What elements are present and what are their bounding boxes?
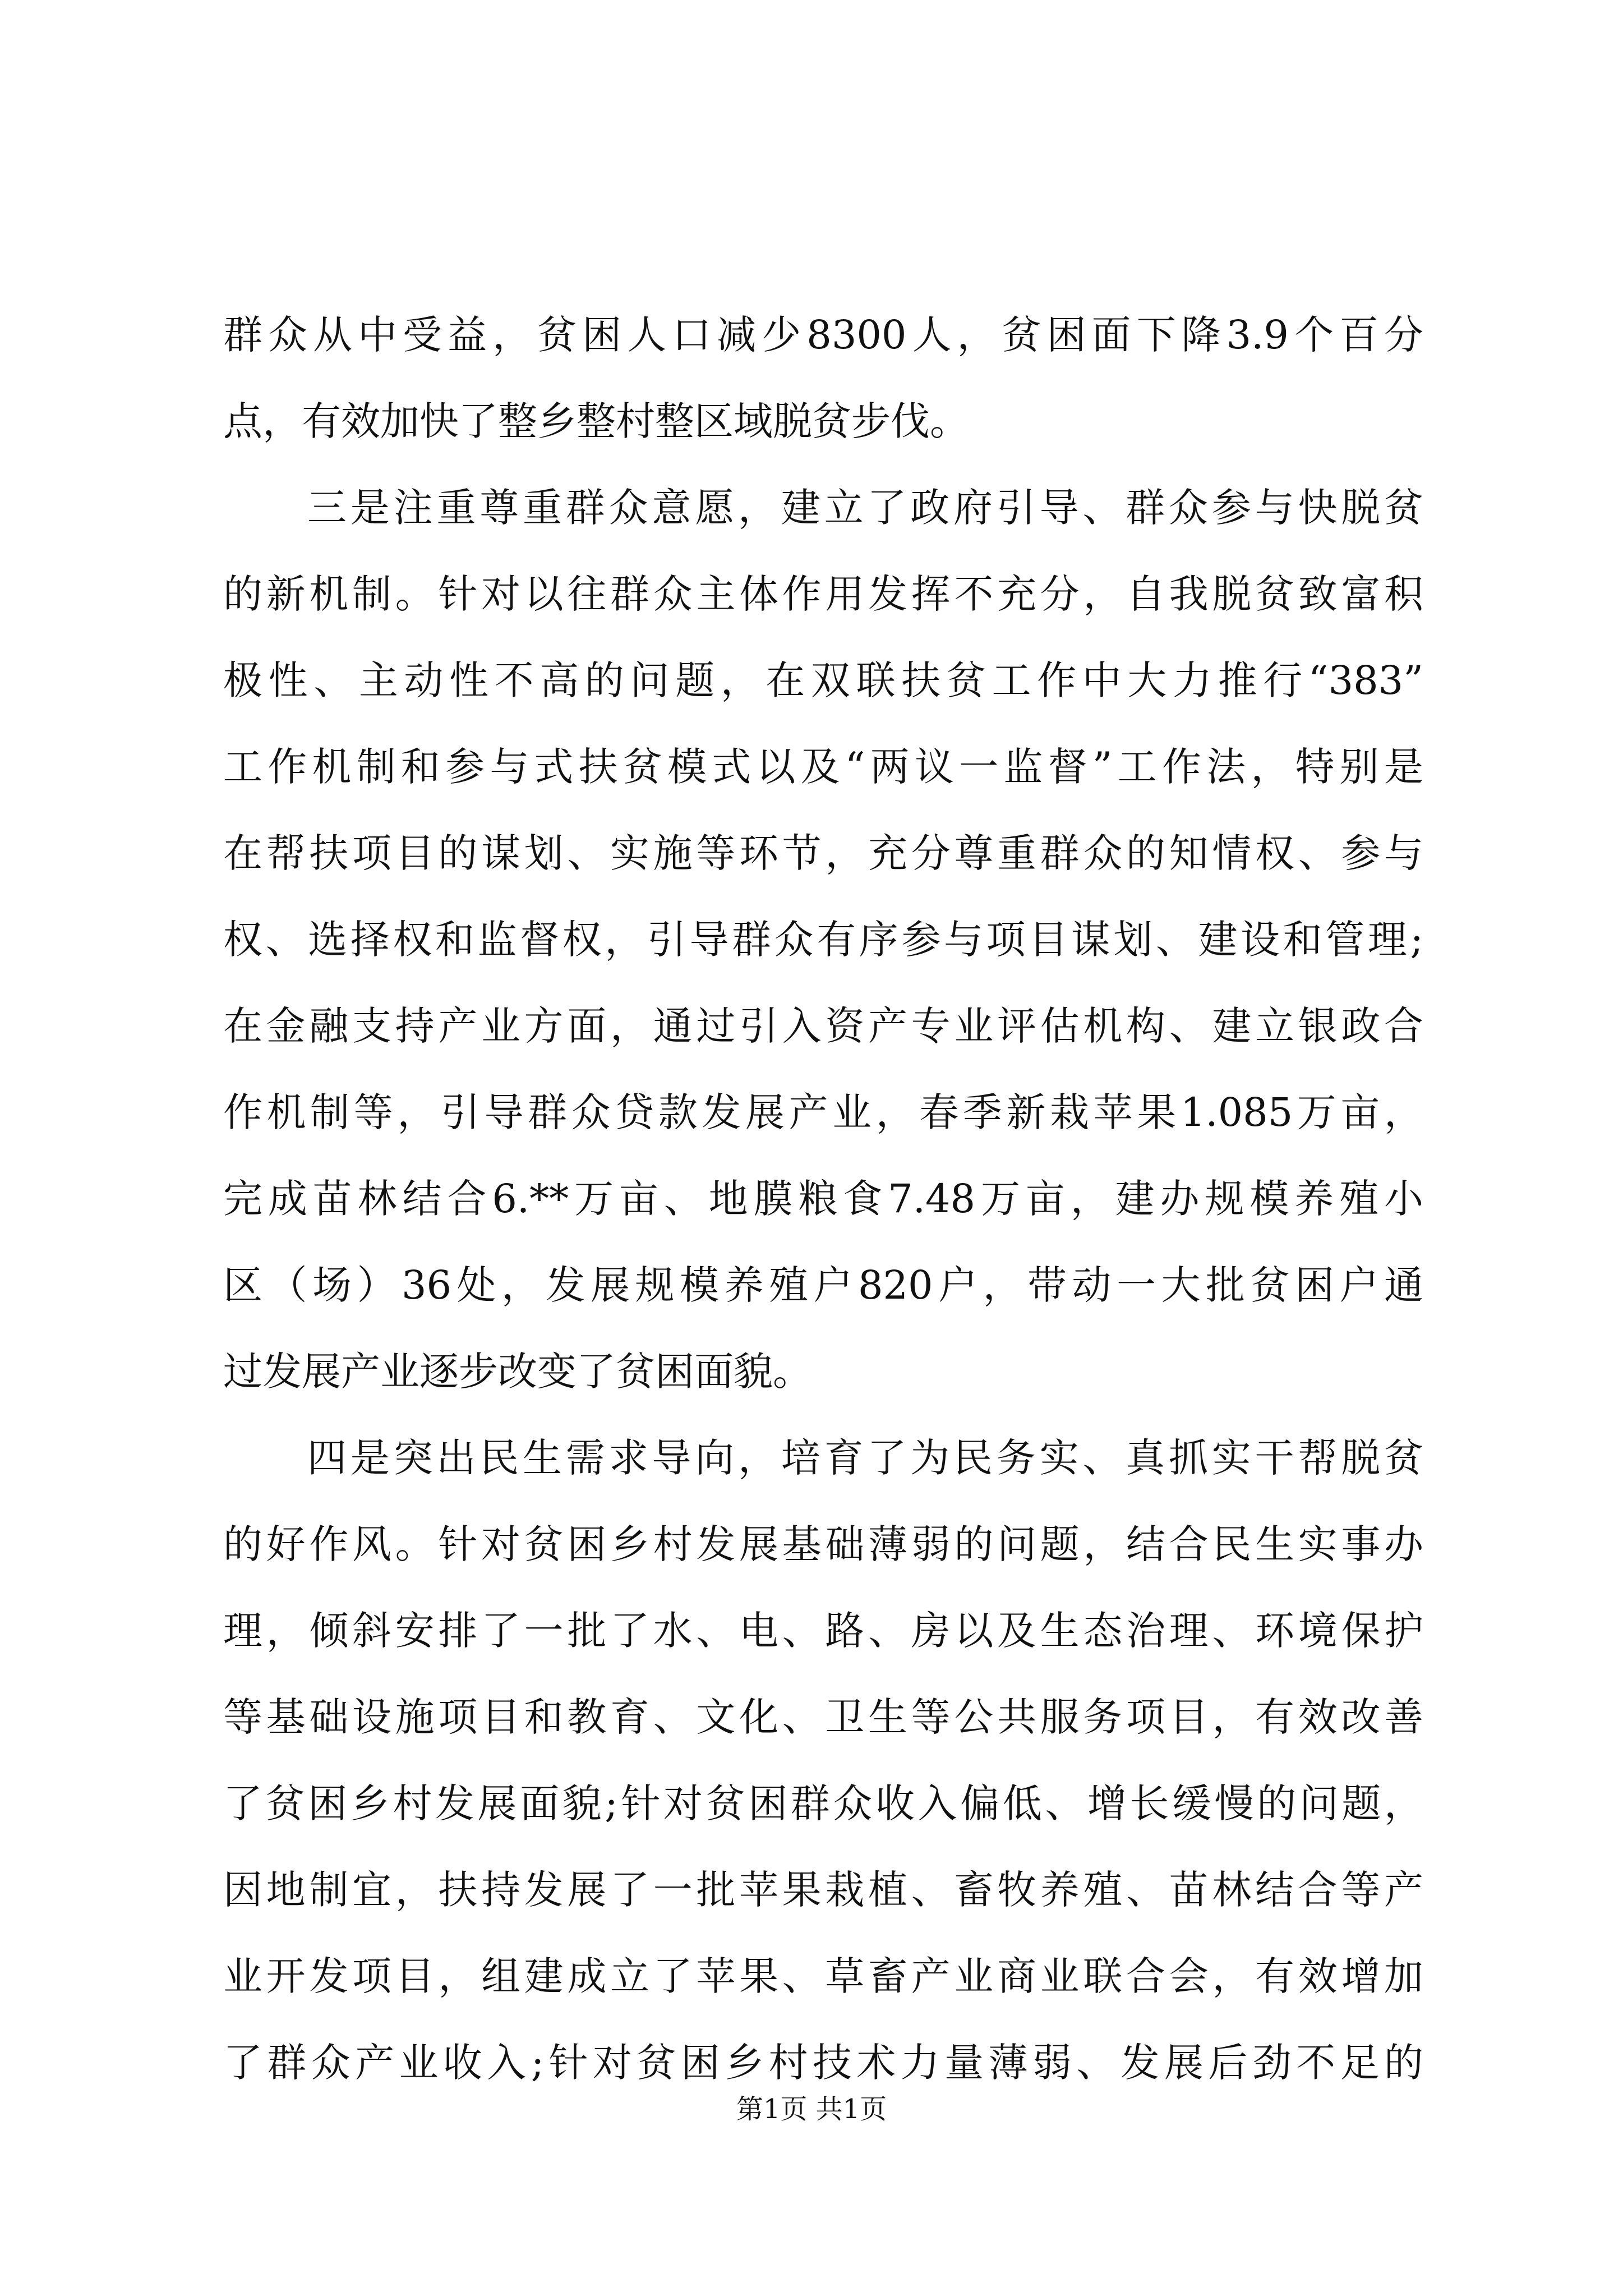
- text-line: 的新机制。针对以往群众主体作用发挥不充分，自我脱贫致富积: [223, 571, 1423, 617]
- text-line: 作机制等，引导群众贷款发展产业，春季新栽苹果1.085万亩，: [223, 1089, 1423, 1135]
- text-line: 极性、主动性不高的问题，在双联扶贫工作中大力推行“383”: [223, 657, 1423, 703]
- page-number-label: 第1页 共1页: [736, 2093, 887, 2125]
- text-line: 在帮扶项目的谋划、实施等环节，充分尊重群众的知情权、参与: [223, 830, 1423, 876]
- text-line: 等基础设施项目和教育、文化、卫生等公共服务项目，有效改善: [223, 1694, 1423, 1740]
- paragraph: [223, 1415, 1423, 2106]
- text-line: 三是注重尊重群众意愿，建立了政府引导、群众参与快脱贫: [307, 485, 1423, 531]
- text-line: 工作机制和参与式扶贫模式以及“两议一监督”工作法，特别是: [223, 744, 1423, 790]
- text-line: 完成苗林结合6.**万亩、地膜粮食7.48万亩，建办规模养殖小: [223, 1176, 1423, 1222]
- text-line: 因地制宜，扶持发展了一批苹果栽植、畜牧养殖、苗林结合等产: [223, 1867, 1423, 1913]
- text-line: 的好作风。针对贫困乡村发展基础薄弱的问题，结合民生实事办: [223, 1521, 1423, 1567]
- text-line: 在金融支持产业方面，通过引入资产专业评估机构、建立银政合: [223, 1003, 1423, 1049]
- text-line: 权、选择权和监督权，引导群众有序参与项目谋划、建设和管理;: [223, 917, 1423, 963]
- text-line: 群众从中受益，贫困人口减少8300人，贫困面下降3.9个百分: [223, 312, 1423, 358]
- text-line: 区（场）36处，发展规模养殖户820户，带动一大批贫困户通: [223, 1262, 1423, 1308]
- text-line: 四是突出民生需求导向，培育了为民务实、真抓实干帮脱贫: [307, 1435, 1423, 1481]
- paragraph: [223, 464, 1423, 1415]
- page-footer: [0, 2092, 1623, 2126]
- text-line: 了贫困乡村发展面貌;针对贫困群众收入偏低、增长缓慢的问题，: [223, 1780, 1423, 1826]
- text-line: 业开发项目，组建成立了苹果、草畜产业商业联合会，有效增加: [223, 1953, 1423, 1999]
- text-line: 过发展产业逐步改变了贫困面貌。: [223, 1349, 812, 1395]
- document-body: [223, 292, 1423, 2106]
- paragraph: [223, 292, 1423, 464]
- text-line: 点，有效加快了整乡整村整区域脱贫步伐。: [223, 398, 969, 444]
- text-line: 了群众产业收入;针对贫困乡村技术力量薄弱、发展后劲不足的: [223, 2040, 1423, 2086]
- text-line: 理，倾斜安排了一批了水、电、路、房以及生态治理、环境保护: [223, 1608, 1423, 1654]
